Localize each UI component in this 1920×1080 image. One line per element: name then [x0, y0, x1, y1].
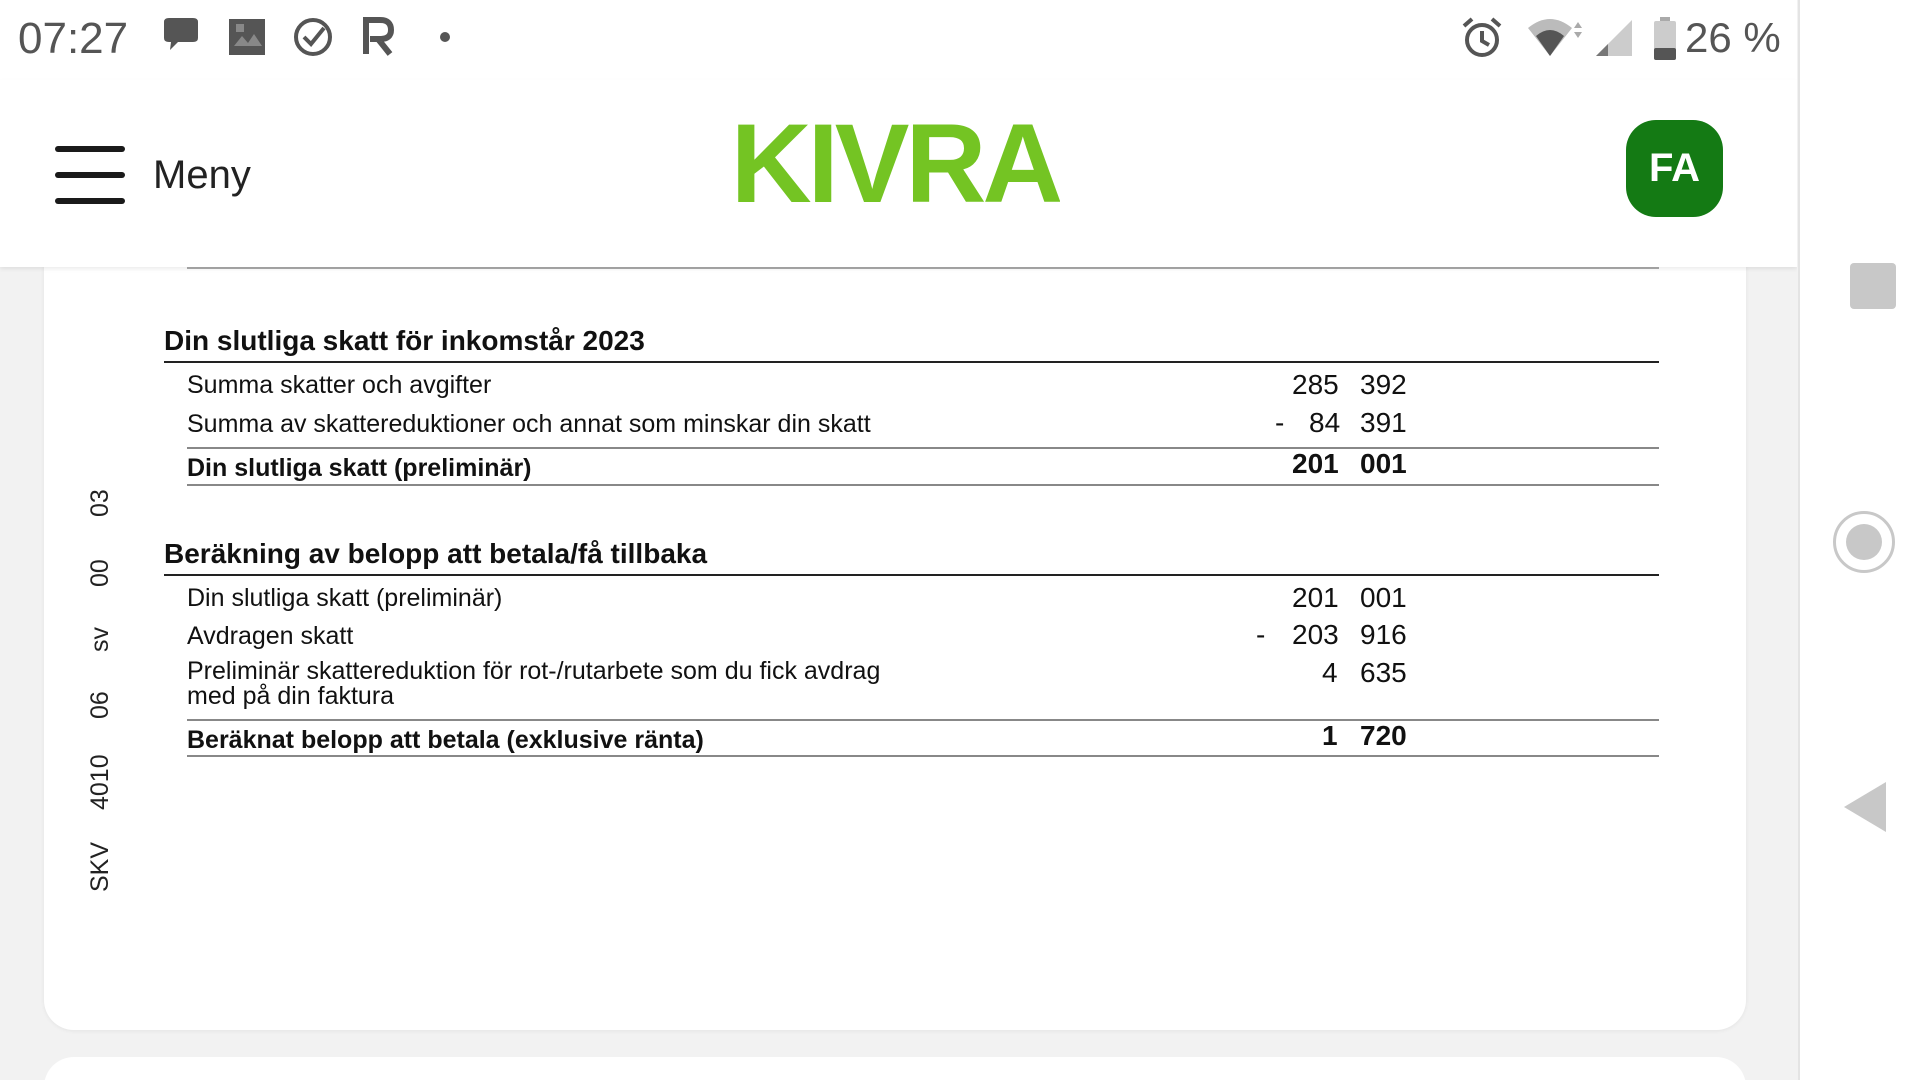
kivra-logo[interactable] — [730, 110, 1060, 220]
status-time: 07:27 — [18, 14, 129, 63]
battery-icon — [1652, 16, 1678, 62]
row-rule — [187, 447, 1659, 449]
row-label-continued: med på din faktura — [187, 682, 395, 710]
photo-icon — [226, 16, 268, 58]
status-bar — [0, 0, 1797, 80]
total-thousands: 201 — [1292, 448, 1339, 479]
menu-button[interactable] — [55, 140, 251, 210]
row-label-total: Beräknat belopp att betala (exklusive ränta) — [187, 726, 704, 754]
wifi-icon — [1526, 16, 1584, 60]
total-units: 001 — [1360, 448, 1407, 479]
section-title-calculation: Beräkning av belopp att betala/få tillbaka — [164, 538, 708, 569]
amount-minus-sign: - — [1275, 407, 1285, 438]
row-rule — [187, 755, 1659, 757]
signal-icon — [1594, 16, 1634, 58]
user-avatar[interactable]: FA — [1626, 120, 1723, 217]
form-code-a: 00 — [86, 559, 114, 587]
form-code-skv: SKV — [86, 841, 114, 892]
amount-units: 392 — [1360, 369, 1407, 400]
total-thousands: 1 — [1322, 720, 1338, 751]
amount-minus-sign: - — [1256, 619, 1266, 650]
section-title-final-tax: Din slutliga skatt för inkomstår 2023 — [164, 325, 645, 356]
hamburger-icon — [55, 146, 125, 204]
amount-thousands: 4 — [1322, 657, 1338, 688]
amount-units: 391 — [1360, 407, 1407, 438]
home-button[interactable] — [1833, 511, 1895, 573]
amount-units: 916 — [1360, 619, 1407, 650]
form-code-number: 4010 — [86, 754, 114, 810]
amount-units: 001 — [1360, 582, 1407, 613]
row-label: Summa av skattereduktioner och annat som minskar din skatt — [187, 410, 871, 438]
section-rule — [164, 574, 1659, 576]
total-units: 720 — [1360, 720, 1407, 751]
form-code-b: 03 — [86, 489, 114, 517]
r-app-icon — [360, 16, 396, 58]
form-code-lang: sv — [86, 627, 114, 652]
form-code-version: 06 — [86, 691, 114, 719]
recents-button[interactable] — [1850, 263, 1896, 309]
top-divider — [187, 267, 1659, 269]
amount-thousands: 201 — [1292, 582, 1339, 613]
row-rule — [187, 484, 1659, 486]
battery-percent: 26 % — [1685, 14, 1781, 61]
chat-bubble-icon — [160, 16, 202, 56]
amount-thousands: 84 — [1309, 407, 1341, 438]
row-label: Din slutliga skatt (preliminär) — [187, 584, 503, 612]
check-circle-icon — [292, 16, 334, 58]
dot-icon — [438, 16, 452, 58]
alarm-icon — [1460, 16, 1504, 60]
row-label-total: Din slutliga skatt (preliminär) — [187, 454, 532, 482]
amount-thousands: 203 — [1292, 619, 1339, 650]
row-label: Avdragen skatt — [187, 622, 354, 650]
app-header — [0, 80, 1797, 267]
menu-label: Meny — [153, 152, 251, 197]
section-rule — [164, 361, 1659, 363]
back-button[interactable] — [1844, 782, 1886, 832]
row-label: Summa skatter och avgifter — [187, 371, 492, 399]
row-rule — [187, 719, 1659, 721]
next-document-card[interactable] — [44, 1057, 1746, 1080]
logo-text: KIVRA — [730, 110, 1060, 220]
system-nav-bar — [1798, 0, 1920, 1080]
row-label: Preliminär skattereduktion för rot-/rutarbete som du fick avdrag — [187, 657, 881, 685]
amount-thousands: 285 — [1292, 369, 1339, 400]
amount-units: 635 — [1360, 657, 1407, 688]
